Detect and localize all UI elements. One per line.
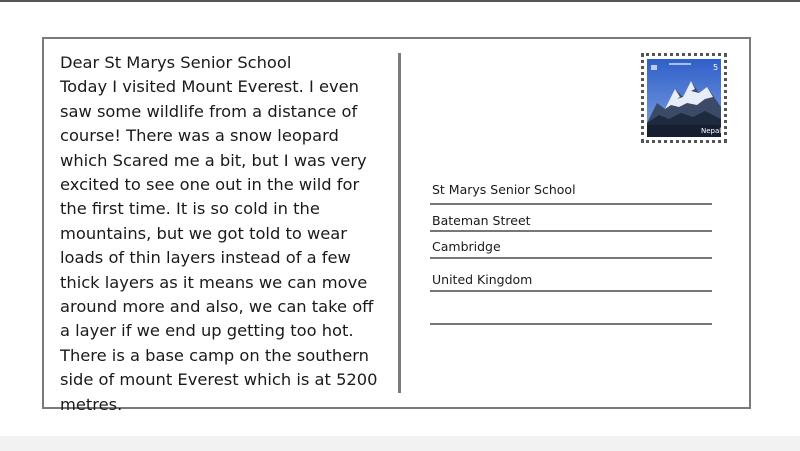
mount-everest-stamp-image (647, 59, 721, 137)
postage-stamp (641, 53, 727, 143)
mountain-illustration (647, 59, 721, 137)
address-rule-4 (430, 290, 712, 292)
bottom-shade (0, 436, 800, 451)
postcard-message: Dear St Marys Senior School Today I visited Mount Everest. I even saw some wildlife from a distance of course! There was a snow leopard which Scared me a bit, but I was very excited to see one out in the wild for the first time. It is so cold in the mountains, but we got told to wear loads of thin layers instead of a few thick layers as it means we can move around more and also, we can take off a layer if we end up getting too hot. There is a base camp on the southern side of mount Everest which is at 5200 metres. (60, 53, 378, 414)
address-rule-1 (430, 203, 712, 205)
top-border (0, 0, 800, 2)
postcard (42, 37, 751, 414)
address-line-2: Bateman Street (432, 213, 531, 228)
postcard-divider (398, 53, 401, 393)
stamp-denomination-text: 5 (713, 63, 719, 72)
address-line-4: United Kingdom (432, 272, 533, 287)
stamp-country-text: Nepal (701, 127, 721, 135)
address-line-1: St Marys Senior School (432, 182, 576, 197)
address-rule-2 (430, 230, 712, 232)
address-line-3: Cambridge (432, 239, 501, 254)
address-rule-5 (430, 323, 712, 325)
address-rule-3 (430, 257, 712, 259)
